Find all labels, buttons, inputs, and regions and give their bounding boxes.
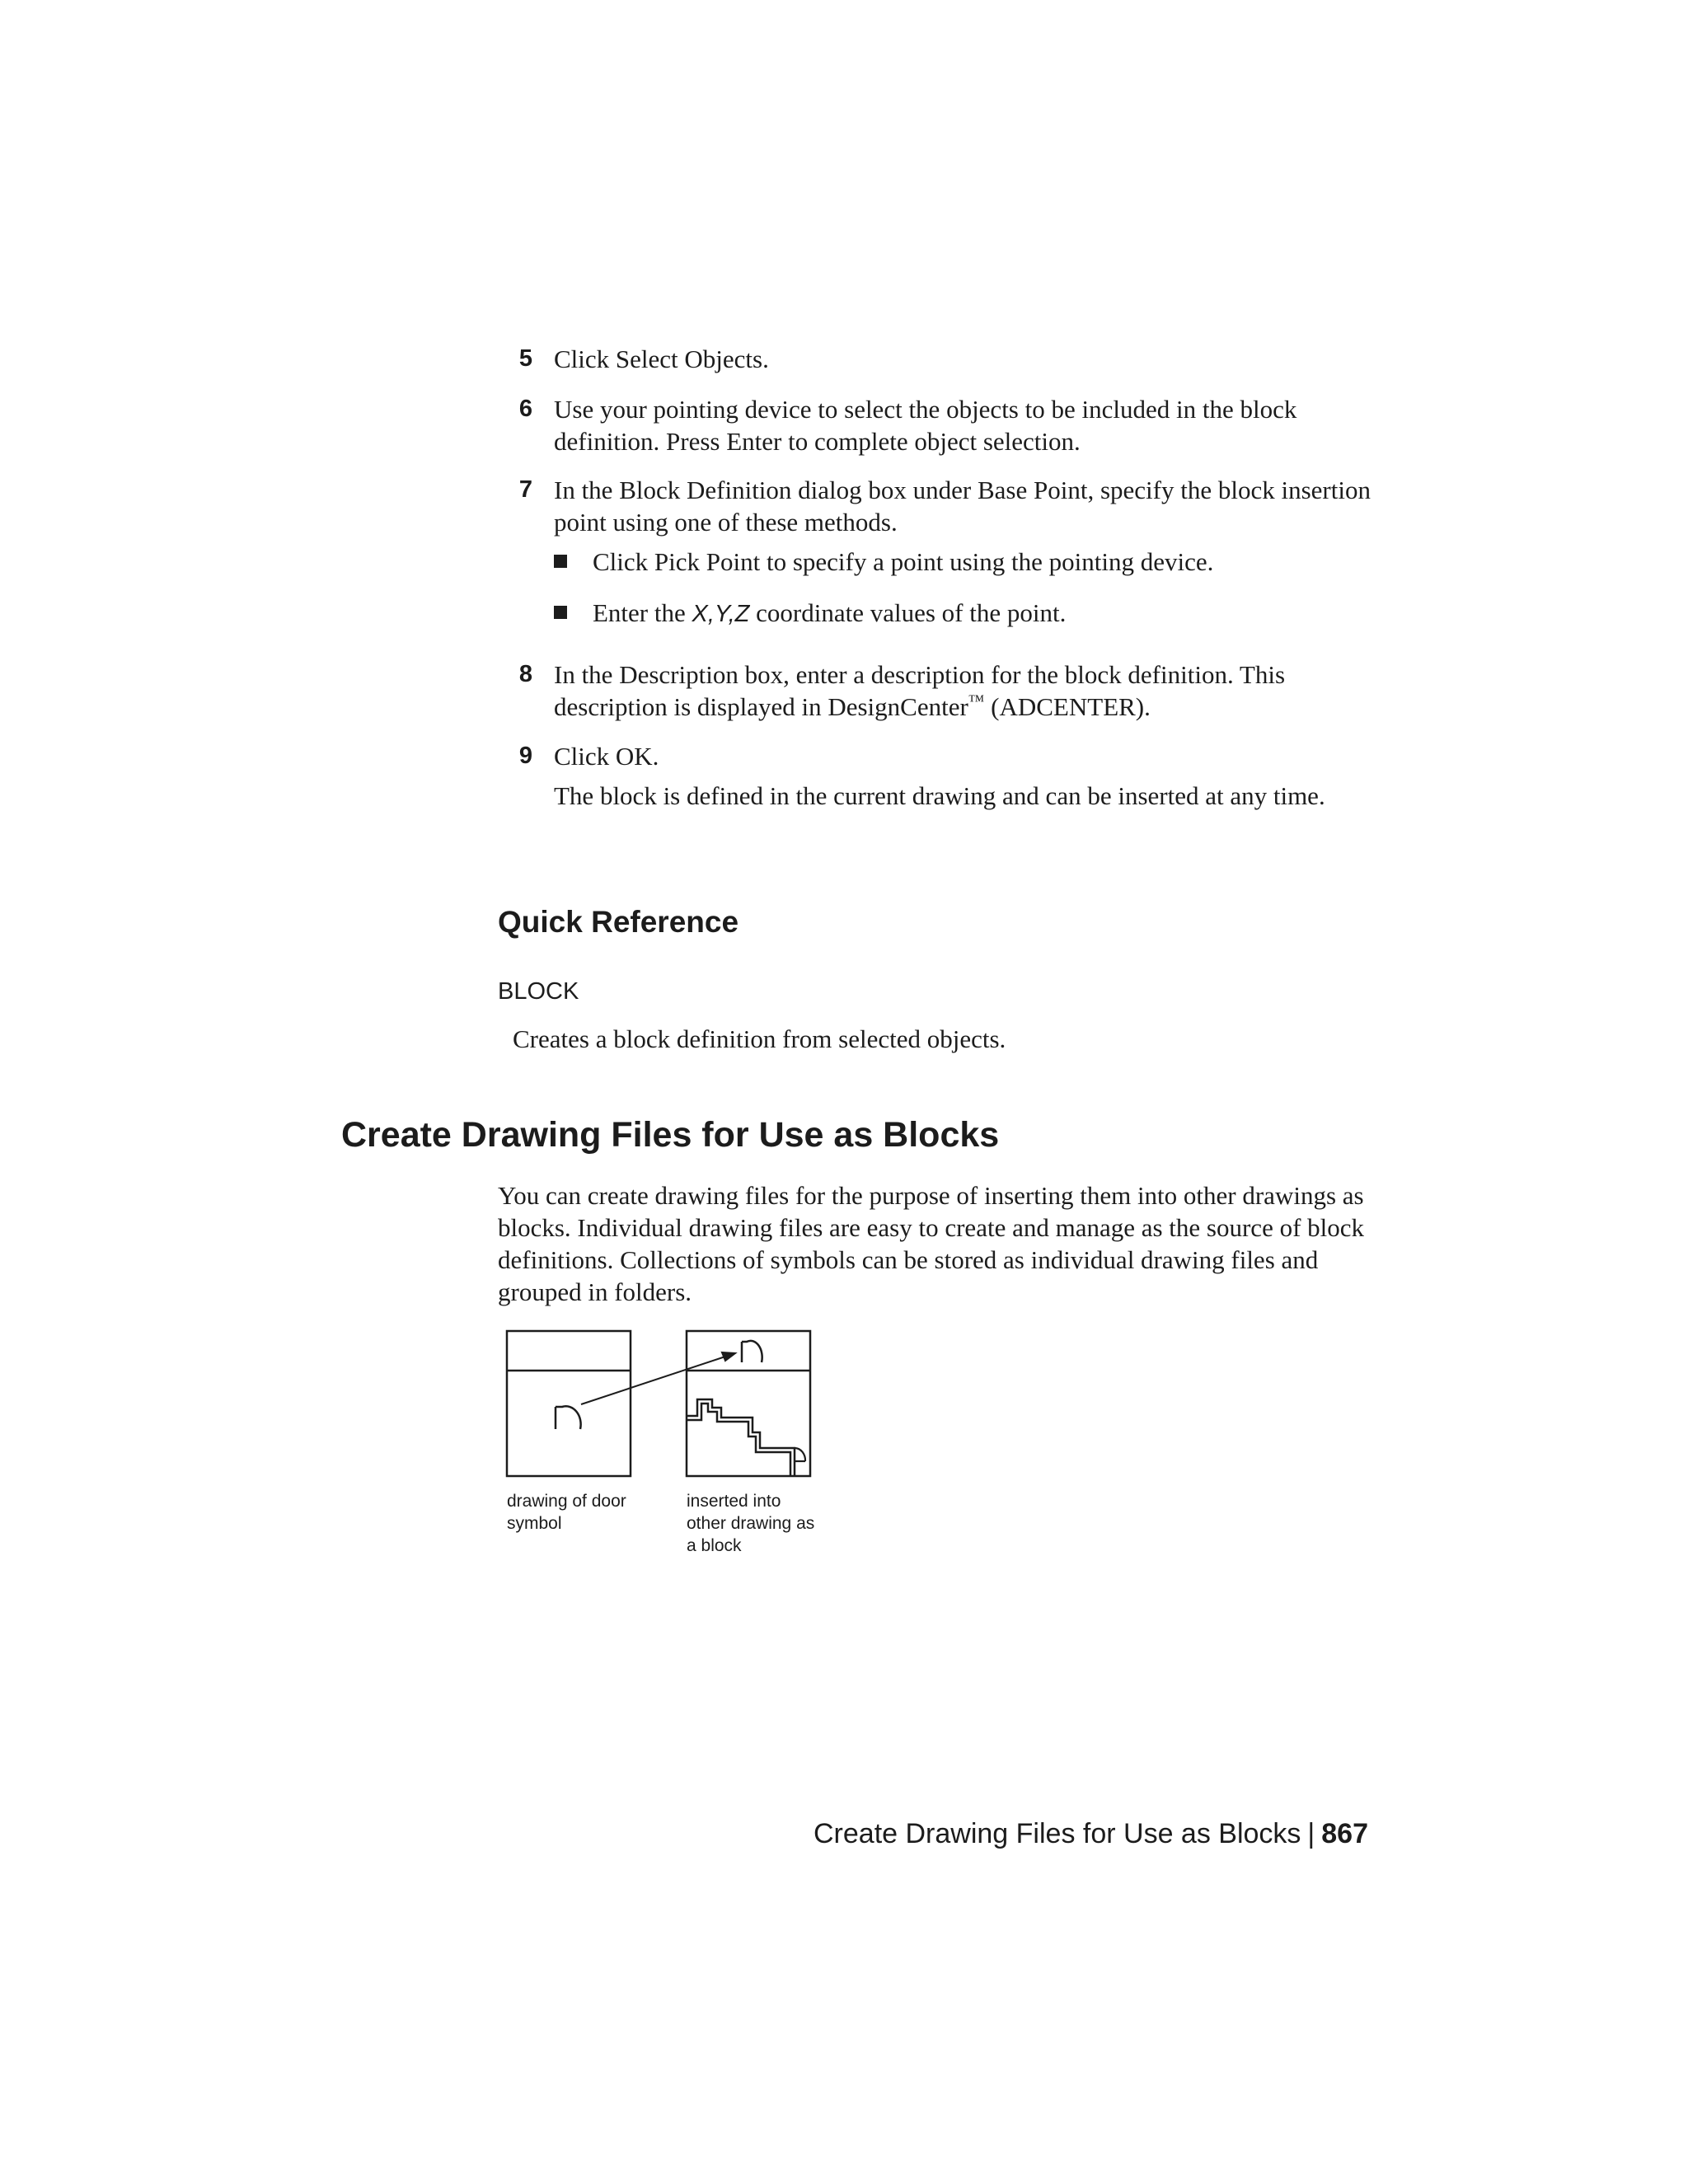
step-text: Use your pointing device to select the objects to be included in the block definition. Press Enter to complete object selection. bbox=[554, 395, 1297, 456]
door-symbol-icon bbox=[556, 1406, 581, 1429]
command-description: Creates a block definition from selected objects. bbox=[513, 1024, 1006, 1053]
caption-line: symbol bbox=[507, 1514, 562, 1533]
step-text: Click Select Objects. bbox=[554, 344, 769, 373]
square-bullet-icon bbox=[554, 606, 567, 619]
caption-line: inserted into bbox=[687, 1492, 781, 1511]
footer-title: Create Drawing Files for Use as Blocks bbox=[814, 1818, 1301, 1849]
step-number: 7 bbox=[518, 476, 532, 503]
step-9-note: The block is defined in the current drawing and can be inserted at any time. bbox=[554, 781, 1325, 810]
square-bullet-icon bbox=[554, 555, 567, 568]
step-number: 9 bbox=[518, 743, 532, 769]
caption-line: other drawing as bbox=[687, 1514, 815, 1533]
bullet-text-before: Enter the bbox=[593, 598, 692, 627]
wall-outline bbox=[687, 1399, 795, 1476]
step-text bbox=[554, 658, 1386, 723]
bullet-text-after: coordinate values of the point. bbox=[749, 598, 1067, 627]
inserted-door-symbol-icon bbox=[742, 1341, 762, 1362]
bullet-text: Click Pick Point to specify a point using the pointing device. bbox=[593, 547, 1214, 576]
step-text: Click OK. bbox=[554, 742, 659, 771]
step-number: 5 bbox=[518, 345, 532, 372]
source-caption bbox=[507, 1490, 626, 1535]
command-name: BLOCK bbox=[498, 978, 579, 1005]
step-text-after: (ADCENTER). bbox=[984, 692, 1151, 721]
caption-line: drawing of door bbox=[507, 1492, 626, 1511]
insertion-arrow-icon bbox=[581, 1352, 735, 1404]
source-drawing-frame bbox=[507, 1331, 631, 1476]
block-insertion-figure bbox=[503, 1327, 832, 1566]
step-text-before: In the Description box, enter a description for the block definition. This description is displayed in DesignCenter bbox=[554, 660, 1286, 721]
caption-line: a block bbox=[687, 1536, 742, 1555]
trademark-symbol: ™ bbox=[968, 691, 985, 710]
section-intro: You can create drawing files for the purpose of inserting them into other drawings as blocks. Individual drawing files are easy to create and manage as the source of block definitions. Collections of symbols can be stored as individual drawing files and grouped in folders. bbox=[498, 1181, 1365, 1306]
section-heading: Create Drawing Files for Use as Blocks bbox=[341, 1115, 1000, 1155]
quick-reference-heading: Quick Reference bbox=[498, 905, 739, 939]
page-number: 867 bbox=[1321, 1818, 1368, 1849]
step-number: 8 bbox=[518, 661, 532, 687]
wall-door-icon bbox=[795, 1448, 805, 1461]
step-number: 6 bbox=[518, 396, 532, 422]
page-footer bbox=[814, 1816, 1368, 1851]
footer-separator: | bbox=[1307, 1818, 1315, 1849]
door-block-illustration bbox=[503, 1327, 832, 1483]
target-caption bbox=[687, 1490, 814, 1557]
bullet-text bbox=[593, 597, 1359, 630]
coordinate-emphasis: X,Y,Z bbox=[692, 601, 750, 627]
step-text: In the Block Definition dialog box under Base Point, specify the block insertion point using one of these methods. bbox=[554, 476, 1371, 537]
